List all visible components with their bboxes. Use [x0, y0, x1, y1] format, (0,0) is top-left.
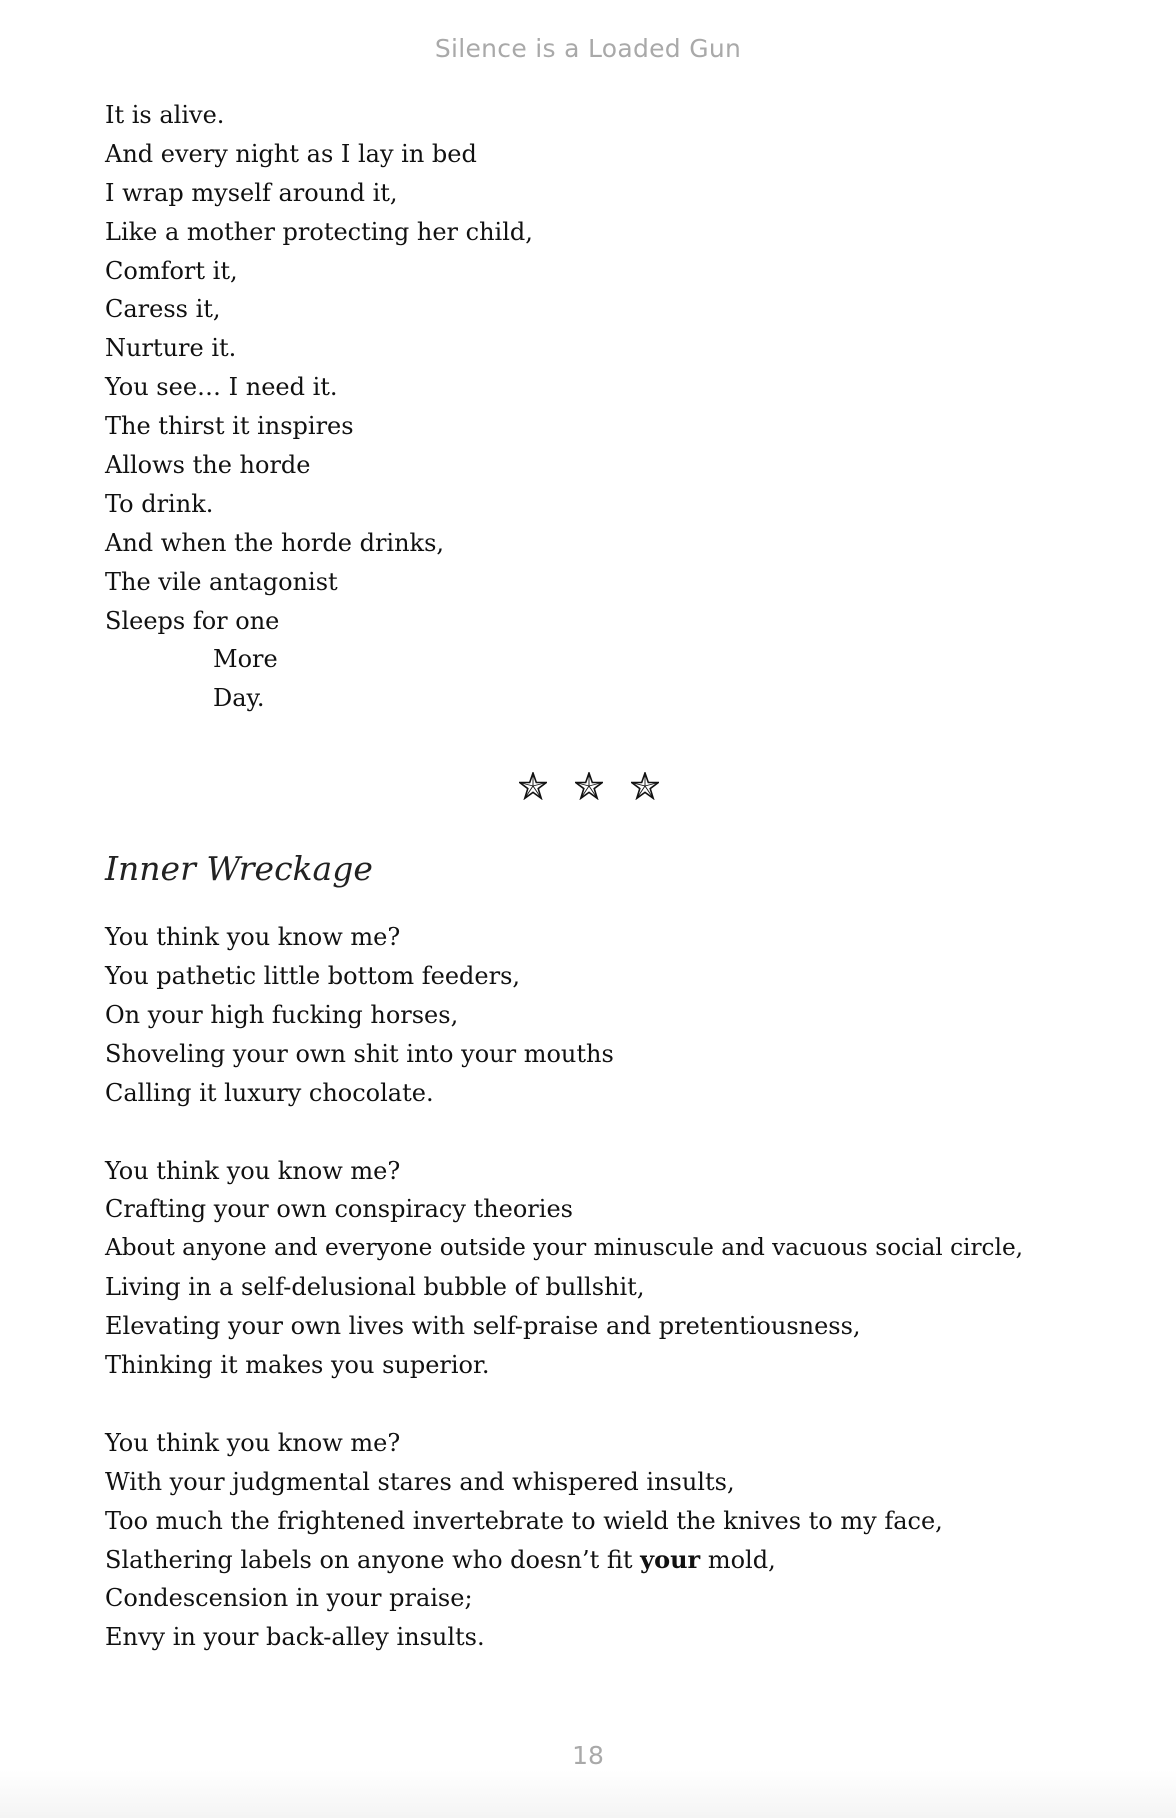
poem-line: I wrap myself around it, [105, 178, 398, 207]
poem-line-indented: Day. [213, 684, 265, 713]
poem-line: Sleeps for one [105, 606, 280, 635]
stanza [105, 1152, 1065, 1385]
page-number: 18 [572, 1741, 604, 1770]
poem-line: Envy in your back-alley insults. [105, 1623, 485, 1652]
poem-line: Elevating your own lives with self-praise and pretentiousness, [105, 1312, 861, 1341]
poem-line: Shoveling your own shit into your mouths [105, 1039, 614, 1068]
star-icon [575, 772, 603, 800]
page-body [105, 96, 1065, 1657]
poem-line: The vile antagonist [105, 567, 338, 596]
line-text: mold, [700, 1545, 776, 1574]
poem-line: Nurture it. [105, 334, 237, 363]
poem-line-indented: More [213, 645, 278, 674]
poem-title: Inner Wreckage [105, 849, 373, 889]
poem-line: Thinking it makes you superior. [105, 1351, 490, 1380]
poem-line: On your high fucking horses, [105, 1001, 459, 1030]
poem-line: You think you know me? [105, 923, 401, 952]
poem-line: Condescension in your praise; [105, 1584, 473, 1613]
section-divider [105, 748, 1073, 824]
poem-line: You think you know me? [105, 1156, 401, 1185]
poem-line: About anyone and everyone outside your minuscule and vacuous social circle, [105, 1234, 1024, 1262]
line-text: Slathering labels on anyone who doesn’t fit [105, 1545, 641, 1574]
star-icon [631, 772, 659, 800]
poem-line: With your judgmental stares and whispered insults, [105, 1467, 735, 1496]
poem-line: You see… I need it. [105, 373, 338, 402]
poem-line: Living in a self-delusional bubble of bullshit, [105, 1273, 645, 1302]
poem-line: Like a mother protecting her child, [105, 217, 533, 246]
poem-line: It is alive. [105, 101, 225, 129]
poem-line: And every night as I lay in bed [105, 139, 477, 168]
poem-ending [105, 96, 1065, 718]
poem-line: And when the horde drinks, [105, 528, 445, 557]
running-header-title: Silence is a Loaded Gun [434, 34, 742, 63]
emphasized-word: your [640, 1544, 701, 1574]
poem-line: Allows the horde [105, 451, 311, 480]
poem-line: Too much the frightened invertebrate to wield the knives to my face, [105, 1506, 943, 1535]
poem-line: Calling it luxury chocolate. [105, 1078, 434, 1107]
poem-line: You pathetic little bottom feeders, [105, 962, 521, 991]
star-icon [519, 772, 547, 800]
stanza [105, 1424, 1065, 1657]
poem-line: Comfort it, [105, 256, 238, 285]
poem-line-with-emphasis [105, 1541, 1065, 1580]
poem-line: Crafting your own conspiracy theories [105, 1195, 573, 1224]
poem-line: You think you know me? [105, 1428, 401, 1457]
stanza [105, 918, 1065, 1112]
poem-line: Caress it, [105, 295, 221, 324]
poem-line: To drink. [105, 489, 214, 518]
poem-line: The thirst it inspires [105, 412, 354, 441]
